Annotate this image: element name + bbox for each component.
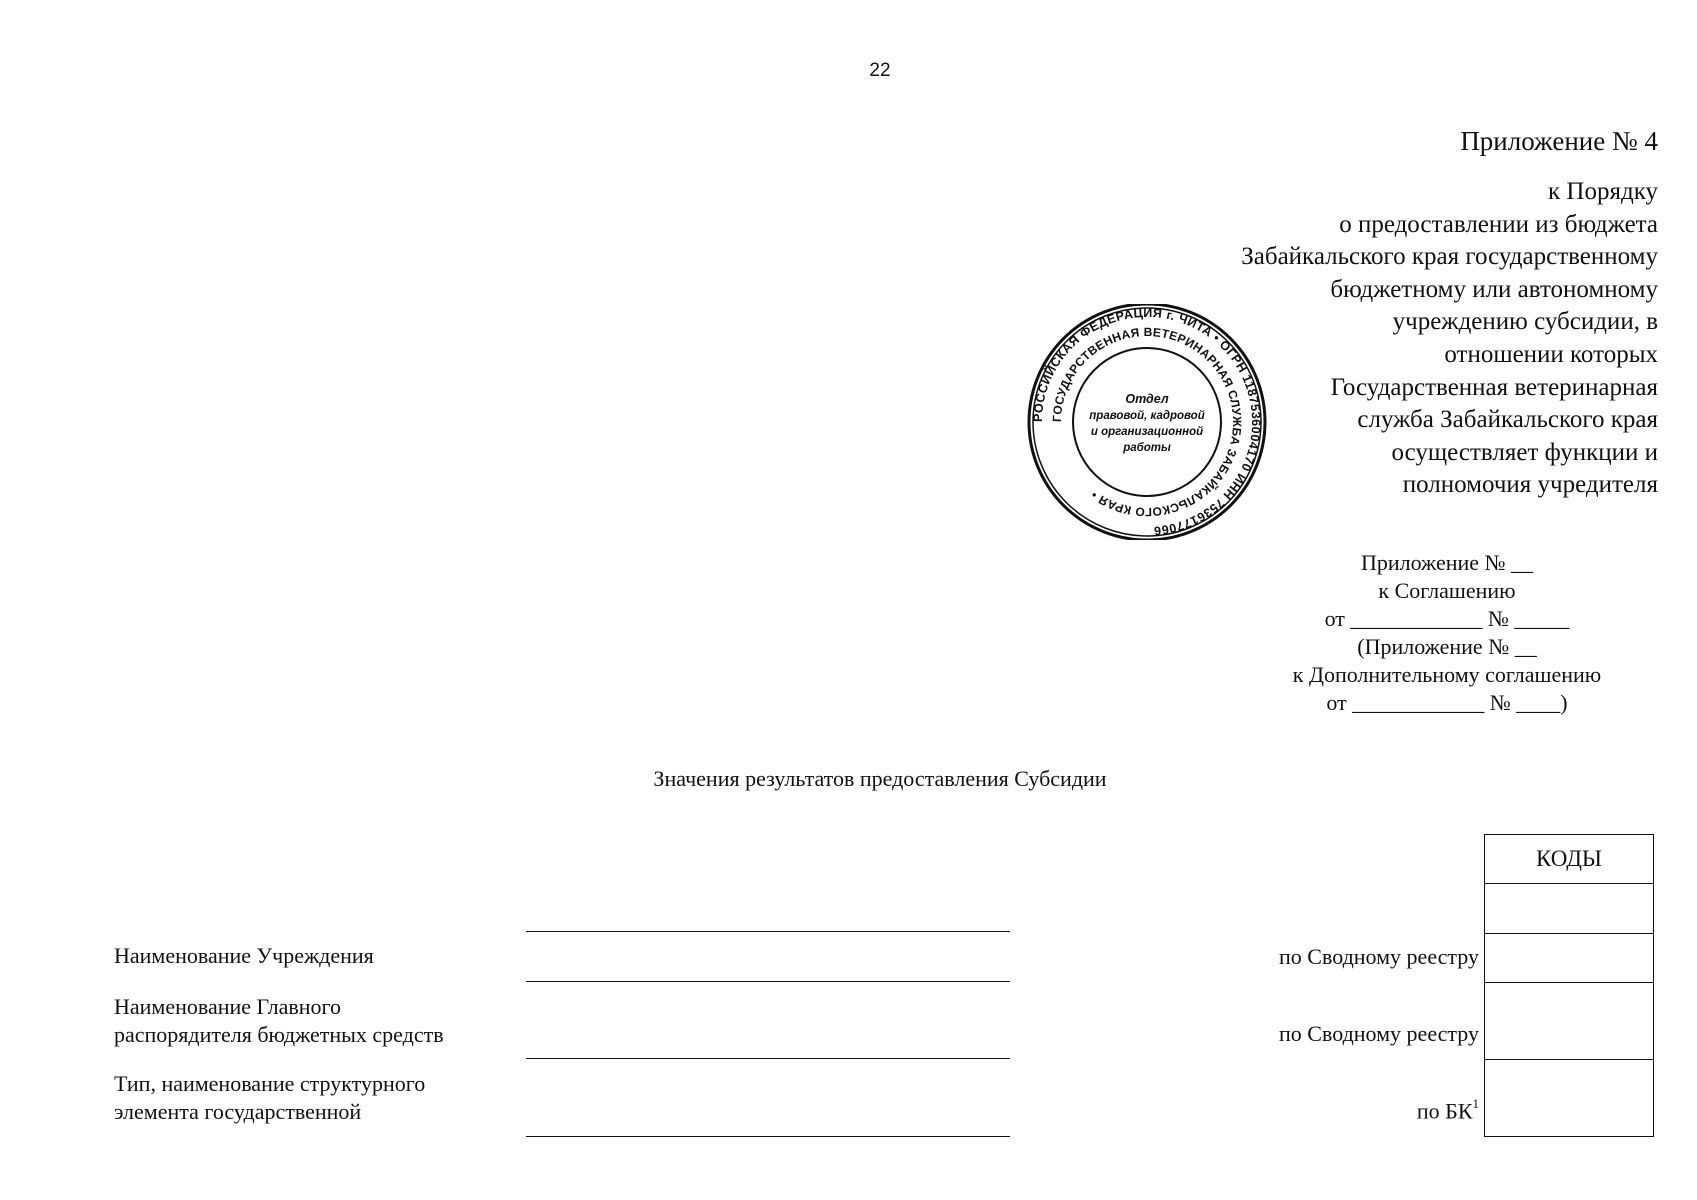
appendix-line: осуществляет функции и xyxy=(1391,438,1658,466)
agreement-line: (Приложение № __ xyxy=(1357,634,1537,659)
codes-header: КОДЫ xyxy=(1536,846,1602,871)
agreement-line: Приложение № __ xyxy=(1360,550,1534,575)
appendix-line: полномочия учредителя xyxy=(1402,471,1658,499)
institution-label: Наименование Учреждения xyxy=(114,943,374,968)
page-number: 22 xyxy=(869,60,891,81)
structural-element-fill-line xyxy=(526,1136,1010,1137)
institution-fill-line xyxy=(526,981,1010,982)
appendix-line: о предоставлении из бюджета xyxy=(1339,210,1658,238)
main-manager-fill-line xyxy=(526,1058,1010,1059)
appendix-title: Приложение № 4 xyxy=(1460,126,1658,156)
appendix-line: учреждению субсидии, в xyxy=(1392,308,1658,336)
agreement-line: к Дополнительному соглашению xyxy=(1292,662,1602,687)
stamp-outer-ring xyxy=(1029,304,1265,540)
appendix-line: отношении которых xyxy=(1444,340,1658,368)
appendix-line: к Порядку xyxy=(1548,178,1658,205)
bk-label-text: по БК xyxy=(1416,1098,1473,1124)
codes-divider xyxy=(1485,883,1653,884)
appendix-line: бюджетному или автономному xyxy=(1330,275,1658,303)
registry-label: по Сводному реестру xyxy=(1279,944,1479,969)
agreement-line: от ____________ № ____) xyxy=(1326,690,1568,715)
codes-divider xyxy=(1485,933,1653,934)
codes-table xyxy=(1484,834,1654,1137)
fill-line xyxy=(526,931,1010,932)
agreement-line: к Соглашению xyxy=(1378,578,1516,603)
appendix-subtitle xyxy=(1241,176,1658,502)
stamp-center-line: Отдел xyxy=(1125,392,1169,406)
structural-element-label xyxy=(114,1070,425,1126)
stamp-center-line: и организационной xyxy=(1090,426,1204,438)
agreement-block xyxy=(1247,549,1647,717)
label-line: Наименование Главного xyxy=(114,994,342,1019)
stamp-center-line: правовой, кадровой xyxy=(1089,410,1205,422)
stamp-outer-text: РОССИЙСКАЯ ФЕДЕРАЦИЯ г. ЧИТА • ОГРН 1187536004170 ИНН 7536177066 xyxy=(1030,305,1264,538)
stamp-center-line: работы xyxy=(1123,442,1171,454)
bk-label xyxy=(1417,1098,1479,1124)
appendix-line: Государственная ветеринарная xyxy=(1330,373,1658,401)
main-manager-label xyxy=(114,993,444,1049)
stamp-inner-text: ГОСУДАРСТВЕННАЯ ВЕТЕРИНАРНАЯ СЛУЖБА ЗАБАЙКАЛЬСКОГО КРАЯ • xyxy=(1049,324,1245,520)
label-line: Тип, наименование структурного xyxy=(114,1071,426,1096)
codes-divider xyxy=(1485,1059,1653,1060)
codes-divider xyxy=(1485,982,1653,983)
appendix-line: Забайкальского края государственному xyxy=(1241,243,1658,271)
agreement-line: от ____________ № _____ xyxy=(1324,606,1570,631)
registry-label: по Сводному реестру xyxy=(1279,1021,1479,1046)
footnote-marker: 1 xyxy=(1472,1096,1479,1111)
official-stamp xyxy=(1023,304,1271,540)
label-line: элемента государственной xyxy=(114,1099,362,1124)
stamp-inner-ring xyxy=(1073,348,1221,496)
label-line: распорядителя бюджетных средств xyxy=(114,1022,444,1047)
appendix-line: служба Забайкальского края xyxy=(1357,406,1658,434)
document-heading: Значения результатов предоставления Субсидии xyxy=(653,766,1107,791)
